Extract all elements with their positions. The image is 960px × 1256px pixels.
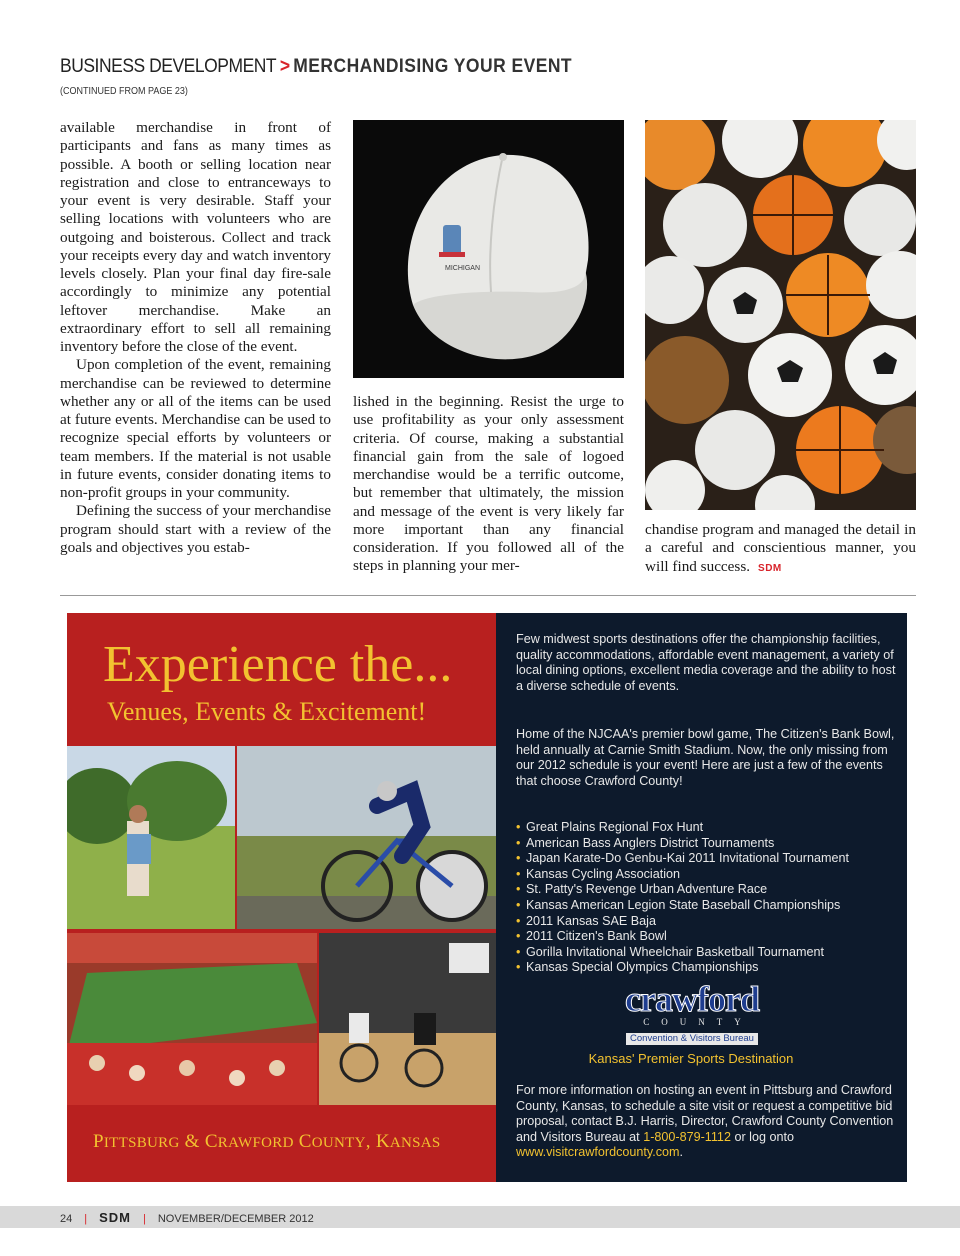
contact-or: or log onto: [730, 1129, 794, 1144]
contact-period: .: [679, 1145, 684, 1160]
event-item: • Kansas Special Olympics Championships: [516, 960, 896, 976]
footer-word: RAWFORD: [217, 1135, 294, 1151]
footer-word: OUNTY: [311, 1135, 366, 1151]
ad-right-panel: [496, 613, 907, 1182]
section-name: BUSINESS DEVELOPMENT: [60, 56, 277, 77]
stadium-illustration: [67, 933, 317, 1105]
page-number: 24: [60, 1213, 73, 1225]
cyclist-photo: [237, 746, 496, 929]
footer-word: ITTSBURG: [103, 1135, 180, 1151]
issue-date: NOVEMBER/DECEMBER 2012: [157, 1213, 314, 1225]
cap-photo: [353, 120, 624, 378]
footer-separator: |: [143, 1213, 146, 1225]
ad-left-panel: [67, 613, 496, 1182]
ad-event-list: [516, 820, 896, 976]
section-heading: [60, 56, 572, 78]
paragraph: [645, 521, 916, 578]
phone-number: 1-800-879-1112: [643, 1129, 731, 1144]
article-column-2: [353, 393, 624, 576]
continued-note: (CONTINUED FROM PAGE 23): [60, 86, 188, 97]
svg-text:MICHIGAN: MICHIGAN: [445, 265, 480, 272]
footer-amp: &: [179, 1131, 205, 1152]
paragraph: Defining the success of your merchandise program should start with a review of the goals and objectives you estab-: [60, 502, 331, 556]
section-header: [60, 56, 920, 78]
ad-location-footer: [93, 1131, 441, 1153]
footer-separator: |: [84, 1213, 88, 1225]
paragraph: Upon completion of the event, remaining merchandise can be reviewed to determine whether any or all of the items can be used at future events. Merchandise can be used to recognize special efforts by volunteers or team members. If the material is not usable in future events, consider donating items to non-profit groups in your community.: [60, 356, 331, 501]
footer-letter: P: [93, 1131, 104, 1152]
cap-illustration: [353, 120, 624, 378]
stadium-photo: [67, 933, 317, 1105]
event-item: • Kansas American Legion State Baseball Championships: [516, 898, 896, 914]
sports-balls-photo: [645, 120, 916, 510]
footer-word: ANSAS: [389, 1135, 441, 1151]
event-item: • 2011 Kansas SAE Baja: [516, 914, 896, 930]
logo-cvb: Convention & Visitors Bureau: [626, 1033, 758, 1045]
page-footer: [60, 1210, 314, 1225]
article-column-3: [645, 521, 916, 578]
divider: [60, 595, 916, 596]
event-item: • Kansas Cycling Association: [516, 867, 896, 883]
footer-letter: C: [293, 1131, 312, 1152]
ad-intro: Few midwest sports destinations offer the championship facilities, quality accommodations, affordable event management, a variety of local dining options, excellent media coverage and the ability to host a diverse schedule of events.: [516, 632, 896, 693]
logo-county: COUNTY: [643, 1017, 753, 1027]
ad-home: Home of the NJCAA's premier bowl game, The Citizen's Bank Bowl, held annually at Carnie Smith Stadium. Now, the only missing from our 2012 schedule is your event! Here are just a few of the events that choose Crawford County!: [516, 727, 895, 788]
contact-text: For more information on hosting an event in Pittsburg and Crawford County, Kansas, to schedule a site visit or request a competitive bid proposal, contact B.J. Harris, Director, Crawford County Convention and Visitors Bureau at: [516, 1083, 894, 1144]
golf-photo: [67, 746, 235, 929]
cyclist-illustration: [237, 746, 496, 929]
ad-tagline: Kansas' Premier Sports Destination: [588, 1051, 794, 1066]
ad-title: Experience the...: [103, 636, 453, 693]
crawford-county-logo: [612, 981, 772, 1043]
event-item: • St. Patty's Revenge Urban Adventure Race: [516, 882, 896, 898]
event-item: • American Bass Anglers District Tournaments: [516, 836, 896, 852]
event-item: • 2011 Citizen's Bank Bowl: [516, 929, 896, 945]
ad-subtitle: Venues, Events & Excitement!: [107, 697, 427, 726]
end-mark: SDM: [758, 562, 782, 574]
ad-photo-collage: [67, 743, 496, 1105]
wheelchair-basketball-photo: [319, 933, 496, 1105]
website-link[interactable]: www.visitcrawfordcounty.com: [516, 1145, 680, 1160]
section-separator: >: [279, 56, 290, 77]
event-item: • Japan Karate-Do Genbu-Kai 2011 Invitational Tournament: [516, 851, 896, 867]
magazine-brand: SDM: [99, 1210, 131, 1225]
article-title: MERCHANDISING YOUR EVENT: [293, 56, 573, 77]
basketball-illustration: [319, 933, 496, 1105]
footer-letter: C: [204, 1131, 218, 1152]
paragraph: available merchandise in front of participants and fans as many times as possible. A booth or selling location near registration and close to entranceways to your event is very desirable. Staff your selling locations with volunteers who are outgoing and boisterous. Collect and track your receipts every day and watch inventory levels closely. Plan your final day fire-sale accordingly to minimize any potential leftover merchandise. Make an extraordinary effort to sell all remaining inventory before the close of the event.: [60, 119, 331, 355]
paragraph: lished in the beginning. Resist the urge to use profitability as your only assessment criteria. Of course, making a substantial financial gain from the sale of logoed merchandise would be a terrific outcome, but remember that ultimately, the mission and message of the event is very likely far more important than any financial consideration. If you followed all of the steps in planning your mer-: [353, 393, 624, 575]
event-item: • Great Plains Regional Fox Hunt: [516, 820, 896, 836]
crawford-county-ad: [67, 613, 907, 1182]
ad-contact: [516, 1083, 896, 1161]
article-column-1: [60, 119, 331, 557]
logo-name: crawford: [625, 979, 759, 1019]
paragraph-text: chandise program and managed the detail in a careful and conscientious manner, you will find success.: [645, 521, 916, 575]
balls-illustration: [645, 120, 916, 510]
event-item: • Gorilla Invitational Wheelchair Basketball Tournament: [516, 945, 896, 961]
golfer-illustration: [67, 746, 235, 929]
footer-letter: , K: [365, 1131, 390, 1152]
